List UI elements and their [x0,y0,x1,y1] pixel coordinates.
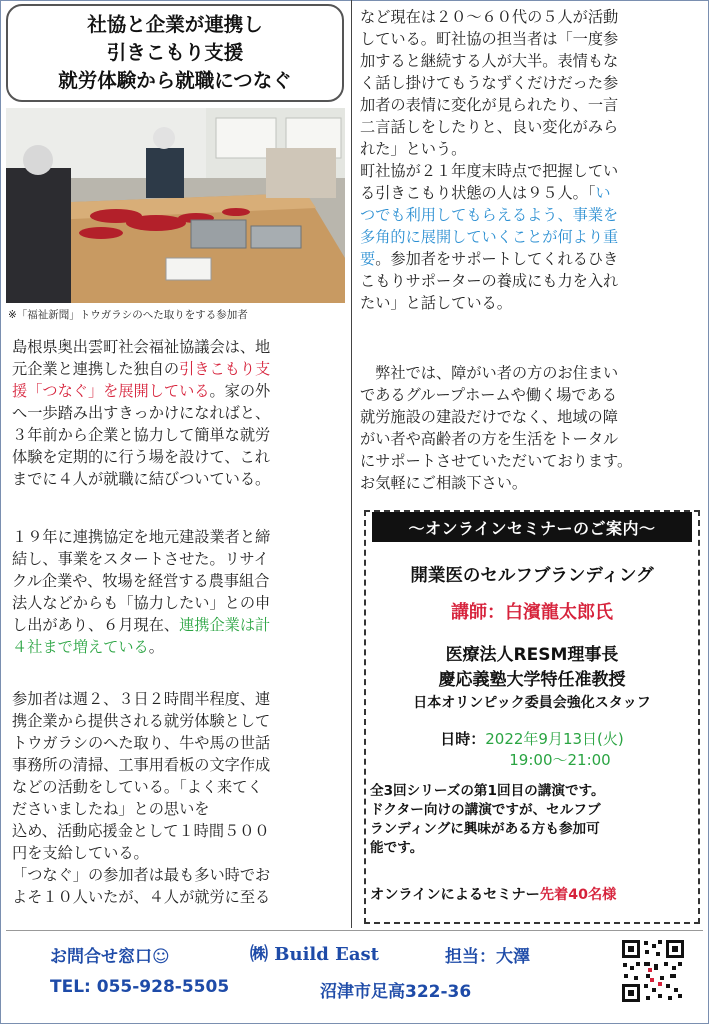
highlight-green: 連携企業は計 [179,616,271,634]
headline-line-3: 就労体験から就職につなぐ [58,69,292,92]
text-line: 込め、活動応援金として１時間５００ [12,822,270,840]
capacity-label: オンラインによるセミナー [370,887,540,903]
highlight-blue: 要 [360,250,376,268]
text-line: ださいましたね」との思いを [12,800,210,818]
date-label: 日時： [440,730,486,748]
text-line: している。町社協の担当者は「一度参 [360,30,619,48]
text-line: ４社まで増えている。 [12,638,164,656]
text-line: つでも利用してもらえるよう、事業を [360,206,619,224]
desc-line: 全3回シリーズの第1回目の講演です。 [370,783,605,799]
article-photo [6,108,345,303]
text-line: 援「つなぐ」を展開している。家の外 [12,382,271,400]
text-line: る引きこもり状態の人は９５人。「い [360,184,611,202]
seminar-role-3: 日本オリンピック委員会強化スタッフ [413,695,651,711]
highlight-red: 引きこもり支 [179,360,271,378]
text-line: 「つなぐ」の参加者は最も多い時でお [12,866,271,884]
photo-caption: ※「福祉新聞」トウガラシのへた取りをする参加者 [8,309,248,321]
text-line: トウガラシのへた取り、牛や馬の世話 [12,734,271,752]
contact-person: 担当：大澤 [445,947,530,967]
text-line: 法人などからも「協力したい」との申 [12,594,271,612]
left-paragraph-2 [12,526,270,658]
headline-line-1: 社協と企業が連携し [87,13,263,36]
text-line: にサポートさせていただいております。 [360,452,633,470]
headline-box [6,4,344,102]
seminar-time: 19:00～21:00 [509,751,611,769]
address: 沼津市足高322-36 [320,982,472,1002]
text-line: 町社協が２１年度末時点で把握してい [360,162,619,180]
text-line: 二言話しをしたりと、良い変化がみら [360,118,619,136]
desc-line: 能です。 [370,840,424,856]
text-line: であるグループホームや働く場である [360,386,617,404]
highlight-red: 援「つなぐ」を展開している [12,382,210,400]
text-line: 弊社では、障がい者の方のお住まい [360,364,619,382]
text-line: 携企業から提供される就労体験として [12,712,271,730]
column-divider [351,0,352,928]
text-line: 元企業と連携した独自の引きこもり支 [12,360,271,378]
text-line: 多角的に展開していくことが何より重 [360,228,619,246]
text-line: く話し掛けてもうなずくだけだった参 [360,74,619,92]
text-line: 島根県奥出雲町社会福祉協議会は、地 [12,338,271,356]
capacity-highlight: 先着40名様 [539,887,617,903]
text-line: １９年に連携協定を地元建設業者と締 [12,528,271,546]
highlight-green: ４社まで増えている [12,638,149,656]
text-line: こもりサポーターの養成にも力を入れ [360,272,619,290]
right-paragraph-1 [360,6,618,314]
seminar-capacity [370,886,616,905]
text-line: クル企業や、牧場を経営する農事組合 [12,572,270,590]
left-paragraph-1 [12,336,270,490]
text-line: し出があり、６月現在、連携企業は計 [12,616,271,634]
seminar-date [366,728,698,749]
seminar-lecturer: 講師：白濱龍太郎氏 [451,602,613,623]
text-line: などの活動をしている。「よく来てく [12,778,263,796]
company-name: ㈱ Build East [250,944,379,965]
headline-line-2: 引きこもり支援 [106,41,244,64]
text-line: がい者や高齢者の方を生活をトータル [360,430,619,448]
desc-line: ドクター向けの講演ですが、セルフブ [370,802,601,818]
text-line: 加すると継続する人が大半。表情もな [360,52,619,70]
text-line: へ一歩踏み出すきっかけになればと、 [12,404,271,422]
date-value: 2022年9月13日(火) [485,730,624,748]
text-line: 事務所の清掃、工事用看板の文字作成 [12,756,271,774]
contact-label: お問合せ窓口☺ [50,947,170,967]
text-line: 円を支給している。 [12,844,149,862]
text-line: 体験を定期的に行う場を設けて、これ [12,448,270,466]
text-line: 就労施設の建設だけでなく、地域の障 [360,408,618,426]
text-line: までに４人が就職に結びついている。 [12,470,271,488]
telephone: TEL: 055-928-5505 [50,977,230,997]
text-line: など現在は２０～６０代の５人が活動 [360,8,619,26]
highlight-blue: い [595,184,611,202]
text-line: れた」という。 [360,140,467,158]
text-line: 参加者は週２、３日２時間半程度、連 [12,690,271,708]
seminar-description [370,782,605,858]
text-line: たい」と話している。 [360,294,512,312]
left-paragraph-3 [12,688,270,908]
seminar-topic: 開業医のセルフブランディング [410,566,654,586]
desc-line: ランディングに興味がある方も参加可 [370,821,600,837]
qr-code-icon [620,938,686,1004]
text-line: お気軽にご相談下さい。 [360,474,528,492]
seminar-role-1: 医療法人RESM理事長 [445,645,619,665]
text-line: 結し、事業をスタートさせた。リサイ [12,550,269,568]
text-line: ３年前から企業と協力して簡単な就労 [12,426,271,444]
seminar-role-2: 慶応義塾大学特任准教授 [438,670,626,690]
text-line: よそ１０人いたが、４人が就労に至る [12,888,271,906]
seminar-title: ～オンラインセミナーのご案内～ [372,512,692,542]
text-line: 加者の表情に変化が見られたり、一言 [360,96,619,114]
text-line: 要。参加者をサポートしてくれるひき [360,250,619,268]
right-paragraph-2 [360,362,632,494]
